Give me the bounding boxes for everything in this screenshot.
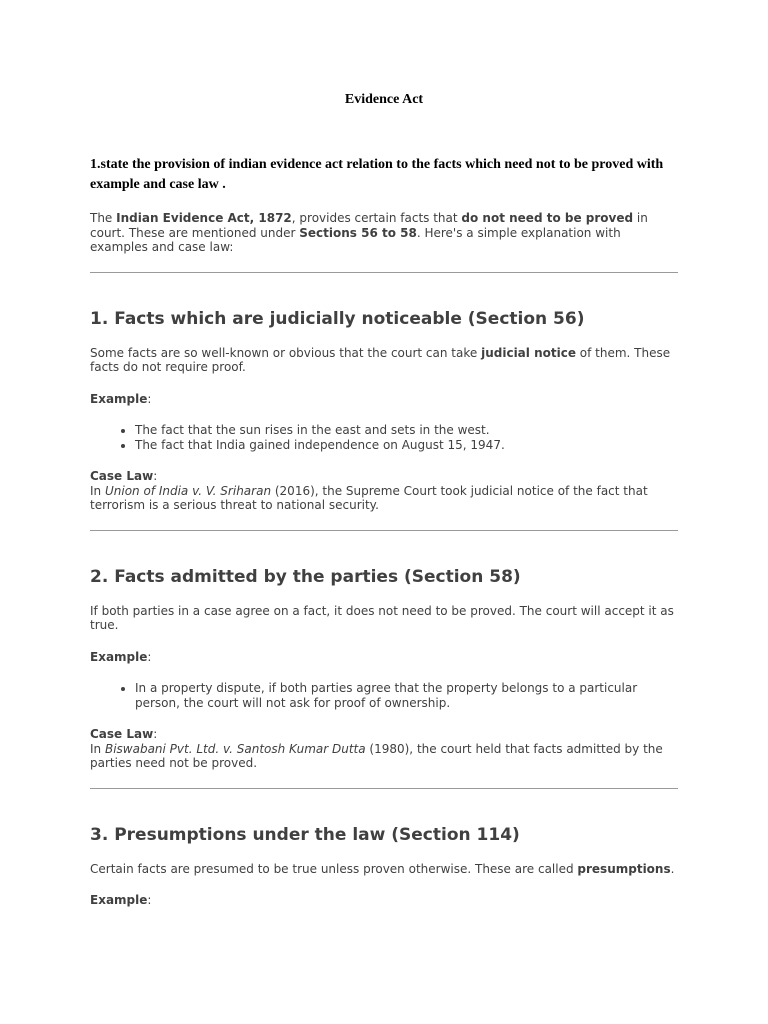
desc-text: Some facts are so well-known or obvious that the court can take — [90, 345, 482, 360]
example-label: Example — [90, 649, 148, 664]
case-name: Biswabani Pvt. Ltd. v. Santosh Kumar Dutta — [104, 741, 366, 756]
list-item: • The fact that the sun rises in the east and sets in the west. — [135, 423, 678, 438]
section-2-examples-list — [90, 681, 678, 710]
case-text: In — [90, 741, 105, 756]
intro-bold-phrase: do not need to be proved — [461, 211, 634, 225]
section-2-example-label — [90, 650, 678, 665]
colon: : — [147, 893, 152, 907]
list-item: • In a property dispute, if both parties agree that the property belongs to a particular person, the court will not ask for proof of ownership. — [135, 681, 678, 710]
case-text: (2016), the Supreme Court took judicial notice of the fact that terrorism is a serious threat to national security. — [90, 483, 648, 512]
case-law-label: Case Law — [90, 469, 154, 483]
section-1-heading: 1. Facts which are judicially noticeable (Section 56) — [90, 308, 585, 329]
intro-bold-act: Indian Evidence Act, 1872 — [116, 211, 292, 225]
section-1-case-law — [90, 469, 678, 513]
question-heading: 1.state the provision of indian evidence act relation to the facts which need not to be proved with example and case law . — [90, 157, 664, 192]
section-2-case-law — [90, 727, 678, 771]
colon: : — [147, 649, 152, 664]
case-law-label: Case Law — [90, 727, 154, 741]
intro-paragraph — [90, 211, 678, 255]
section-1-example-label — [90, 392, 678, 407]
section-1-description — [90, 346, 678, 375]
intro-text: in court. These are mentioned under — [90, 211, 648, 240]
colon: : — [147, 391, 152, 406]
desc-bold: judicial notice — [481, 345, 576, 360]
section-2-heading: 2. Facts admitted by the parties (Section 58) — [90, 566, 521, 587]
colon: : — [153, 469, 158, 483]
desc-text: Certain facts are presumed to be true unless proven otherwise. These are called — [90, 861, 578, 876]
case-name: Union of India v. V. Sriharan — [104, 483, 272, 498]
answer-body — [90, 211, 678, 908]
desc-text: of them. These facts do not require proof. — [90, 345, 671, 374]
section-1-examples-list — [90, 423, 678, 452]
intro-text: . Here's a simple explanation with examples and case law: — [90, 225, 621, 254]
intro-bold-sections: Sections 56 to 58 — [299, 225, 417, 240]
example-label: Example — [90, 893, 148, 907]
case-text: (1980), the court held that facts admitted by the parties need not be proved. — [90, 741, 663, 770]
intro-text: , provides certain facts that — [291, 211, 462, 225]
section-3-example-label — [90, 893, 678, 908]
section-2-description: If both parties in a case agree on a fact, it does not need to be proved. The court will accept it as true. — [90, 603, 674, 632]
desc-text: . — [670, 861, 675, 876]
list-item: • The fact that India gained independence on August 15, 1947. — [135, 438, 678, 453]
example-label: Example — [90, 391, 148, 406]
section-3-heading: 3. Presumptions under the law (Section 114) — [90, 824, 520, 845]
colon: : — [153, 727, 158, 741]
desc-bold: presumptions — [577, 861, 671, 876]
case-text: In — [90, 483, 105, 498]
section-3-description — [90, 862, 678, 877]
document-title: Evidence Act — [344, 92, 424, 107]
intro-text: The — [90, 211, 117, 225]
